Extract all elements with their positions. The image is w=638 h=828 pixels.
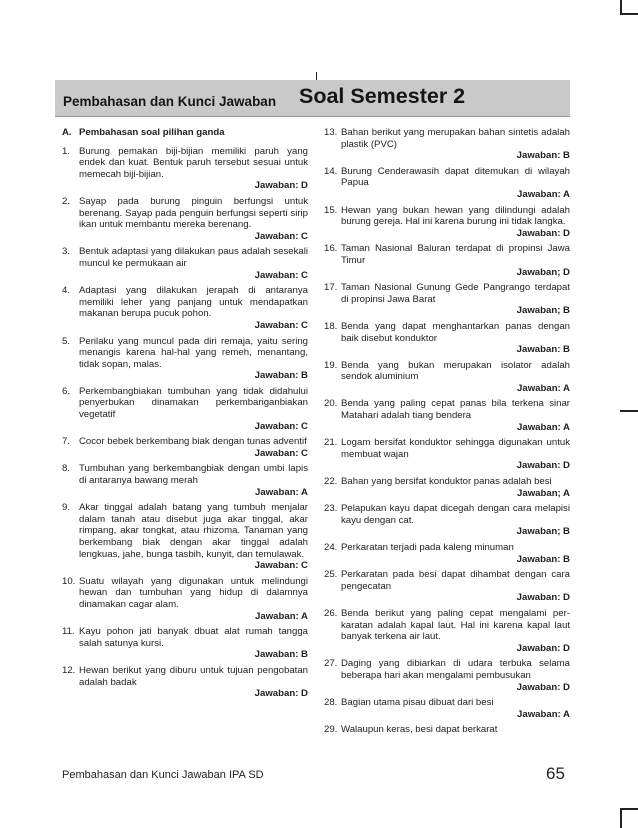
item-number: 23.	[324, 503, 338, 515]
answer-key: Jawaban: C	[254, 420, 308, 432]
header-bar	[55, 80, 570, 117]
answer-item	[324, 398, 570, 433]
item-number: 24.	[324, 542, 338, 553]
answer-item	[62, 386, 308, 432]
item-text: Bahan berikut yang merupakan bahan sintetis adalah plastik (PVC)	[341, 127, 570, 150]
item-text: Akar tinggal adalah batang yang tumbuh menjalar dalam tanah atau disebut juga akar tinggal, akar rimpang, akar tongkat, atau rhizoma. Tanaman yang berkembang biak dengan akar tinggal adalah lengkuas, jahe, bunga tasbih, kunyit, dan temulawak.	[79, 502, 308, 560]
answer-key: Jawaban: A	[517, 421, 570, 433]
answer-key: Jawaban: B	[516, 150, 570, 162]
item-number: 26.	[324, 607, 338, 619]
answer-key: Jawaban: A	[255, 486, 308, 498]
item-text: Bentuk adaptasi yang dilakukan paus adalah sesekali muncul ke permukaan air	[79, 246, 308, 269]
header-title: Soal Semester 2	[299, 84, 466, 108]
item-number: 8.	[62, 463, 71, 475]
item-number: 16.	[324, 243, 338, 255]
item-text: Perkaratan terjadi pada kaleng minuman	[341, 542, 514, 553]
answer-key: Jawaban; B	[516, 305, 570, 317]
answer-item	[324, 569, 570, 604]
crop-mark-mid-right	[620, 410, 638, 412]
item-number: 4.	[62, 285, 71, 297]
item-number: 18.	[324, 320, 338, 332]
answer-item	[324, 658, 570, 693]
item-text: Tumbuhan yang berkembangbiak dengan umbi lapis di antaranya bawang merah	[79, 463, 308, 487]
section-heading	[62, 127, 308, 139]
answer-item	[324, 205, 570, 240]
answer-key: Jawaban: A	[517, 188, 570, 200]
item-number: 27.	[324, 658, 338, 670]
item-number: 11.	[62, 626, 75, 638]
item-text: Benda yang bukan merupakan isolator adalah sendok aluminium	[341, 359, 570, 383]
answer-key: Jawaban: B	[254, 649, 308, 661]
answer-item	[62, 502, 308, 572]
answer-item	[62, 436, 308, 459]
item-number: 19.	[324, 359, 338, 371]
item-number: 13.	[324, 127, 338, 138]
answer-item	[324, 503, 570, 538]
answer-item	[62, 246, 308, 281]
answer-item	[324, 321, 570, 356]
item-text: Benda berikut yang paling cepat mengalami per-karatan adalah kapal laut. Hal ini karena kapal laut banyak terkena air laut.	[341, 607, 570, 643]
item-number: 3.	[62, 246, 71, 258]
answer-item	[324, 243, 570, 278]
item-number: 25.	[324, 569, 338, 581]
item-text: Perkembangbiakan tumbuhan yang tidak didahului penyerbukan dinamakan perkembariganbiakan vegetatif	[79, 385, 308, 421]
answer-key: Jawaban; A	[517, 487, 570, 499]
header-subtitle: Pembahasan dan Kunci Jawaban	[63, 94, 277, 109]
item-number: 20.	[324, 398, 338, 410]
left-column	[62, 127, 308, 704]
answer-key: Jawaban: D	[516, 642, 570, 654]
answer-key: Jawaban: D	[516, 227, 570, 239]
answer-item	[324, 282, 570, 317]
crop-mark-top-center	[316, 72, 317, 80]
answer-key: Jawaban: C	[254, 269, 308, 281]
item-text: Perkaratan pada besi dapat dihambat dengan cara pengecatan	[341, 569, 570, 592]
answer-item	[62, 665, 308, 700]
item-number: 12.	[62, 664, 76, 676]
item-text: Perilaku yang muncul pada diri remaja, yaitu sering menangis karena hal-hal yang remeh, menantang, tidak sopan, malas.	[79, 335, 308, 370]
answer-key: Jawaban: D	[516, 592, 570, 604]
answer-item	[324, 724, 570, 736]
answer-key: Jawaban: B	[516, 344, 570, 356]
page-number: 65	[546, 764, 565, 783]
crop-mark-bottom-right-v	[620, 808, 622, 828]
section-title: Pembahasan soal pilihan ganda	[79, 127, 225, 138]
answer-item	[62, 285, 308, 331]
item-number: 14.	[324, 165, 338, 177]
item-number: 10.	[62, 575, 76, 587]
answer-key: Jawaban; D	[516, 266, 570, 278]
item-number: 17.	[324, 282, 338, 294]
answer-key: Jawaban: D	[516, 681, 570, 693]
item-text: Logam bersifat konduktor sehingga digunakan untuk membuat wajan	[341, 437, 570, 460]
item-text: Taman Nasional Gunung Gede Pangrango terdapat di propinsi Jawa Barat	[341, 282, 570, 305]
answer-key: Jawaban: A	[255, 610, 308, 622]
answer-item	[62, 336, 308, 382]
answer-item	[324, 697, 570, 720]
item-text: Pelapukan kayu dapat dicegah dengan cara melapisi kayu dengan cat.	[341, 503, 570, 526]
item-text: Kayu pohon jati banyak dbuat alat rumah tangga salah satunya kursi.	[79, 626, 308, 649]
item-text: Bahan yang bersifat konduktor panas adalah besi	[341, 476, 552, 488]
answer-item	[324, 360, 570, 395]
answer-item	[324, 476, 570, 499]
answer-item	[62, 196, 308, 242]
answer-item	[62, 576, 308, 622]
answer-item	[324, 542, 570, 565]
item-number: 7.	[62, 436, 71, 448]
item-text: Taman Nasional Baluran terdapat di propinsi Jawa Timur	[341, 243, 570, 266]
answer-item	[324, 127, 570, 162]
item-text: Burung Cenderawasih dapat ditemukan di wilayah Papua	[341, 165, 570, 189]
item-number: 1.	[62, 145, 71, 157]
answer-key: Jawaban: C	[254, 230, 308, 242]
item-text: Hewan berikut yang diburu untuk tujuan pengobatan adalah badak	[79, 664, 308, 688]
answer-key: Jawaban: C	[254, 560, 308, 572]
item-text: Burung pemakan biji-bijian memiliki paruh yang endek dan kuat. Bentuk paruh tersebut sesuai untuk memecah biji-bijian.	[79, 145, 308, 180]
answer-key: Jawaban: A	[517, 708, 570, 720]
answer-key: Jawaban: D	[516, 460, 570, 472]
answer-item	[62, 463, 308, 498]
item-number: 15.	[324, 204, 338, 216]
answer-item	[324, 166, 570, 201]
answer-item	[324, 608, 570, 654]
footer-text: Pembahasan dan Kunci Jawaban IPA SD	[62, 769, 264, 781]
item-text: Daging yang dibiarkan di udara terbuka selama beberapa hari akan mengalami pembusukan	[341, 658, 570, 681]
crop-mark-top-right-v	[620, 0, 622, 14]
item-text: Cocor bebek berkembang biak dengan tunas adventif	[79, 436, 307, 448]
item-text: Benda yang paling cepat panas bila terkena sinar Matahari adalah tiang bendera	[341, 398, 570, 422]
answer-key: Jawaban: B	[254, 370, 308, 382]
item-number: 9.	[62, 502, 71, 514]
answer-item	[62, 626, 308, 661]
item-number: 22.	[324, 476, 338, 488]
item-text: Suatu wilayah yang digunakan untuk melindungi hewan dan tumbuhan yang hidup di dalamnya dinamakan cagar alam.	[79, 575, 308, 610]
item-text: Adaptasi yang dilakukan jerapah di antaranya memiliki leher yang panjang untuk mendapatkan makanan berupa pucuk pohon.	[79, 285, 308, 320]
answer-item	[324, 437, 570, 472]
answer-key: Jawaban: D	[254, 180, 308, 192]
item-number: 6.	[62, 385, 71, 397]
answer-key: Jawaban: C	[254, 447, 308, 459]
item-number: 2.	[62, 195, 71, 207]
item-number: 28.	[324, 697, 338, 709]
item-number: 5.	[62, 335, 71, 347]
item-text: Hewan yang bukan hewan yang dilindungi adalah burung gereja. Hal ini karena burung ini tidak langka.	[341, 204, 570, 228]
answer-item	[62, 146, 308, 192]
item-text: Benda yang dapat menghantarkan panas dengan baik disebut konduktor	[341, 320, 570, 344]
answer-key: Jawaban: C	[254, 319, 308, 331]
answer-key: Jawaban: B	[516, 553, 570, 565]
answer-key: Jawaban; B	[516, 526, 570, 538]
answer-key: Jawaban: A	[517, 382, 570, 394]
crop-mark-top-right-h	[620, 13, 638, 15]
section-letter: A.	[62, 127, 72, 138]
item-text: Sayap pada burung pinguin berfungsi untuk berenang. Sayap pada penguin berfungsi seperti sirip ikan untuk membantu mereka berenang.	[79, 195, 308, 231]
right-column	[324, 127, 570, 740]
answer-key: Jawaban: D	[254, 688, 308, 700]
crop-mark-bottom-right-h	[620, 808, 638, 810]
item-text: Walaupun keras, besi dapat berkarat	[341, 724, 498, 736]
item-number: 21.	[324, 437, 338, 449]
item-text: Bagian utama pisau dibuat dari besi	[341, 697, 494, 709]
item-number: 29.	[324, 724, 338, 736]
